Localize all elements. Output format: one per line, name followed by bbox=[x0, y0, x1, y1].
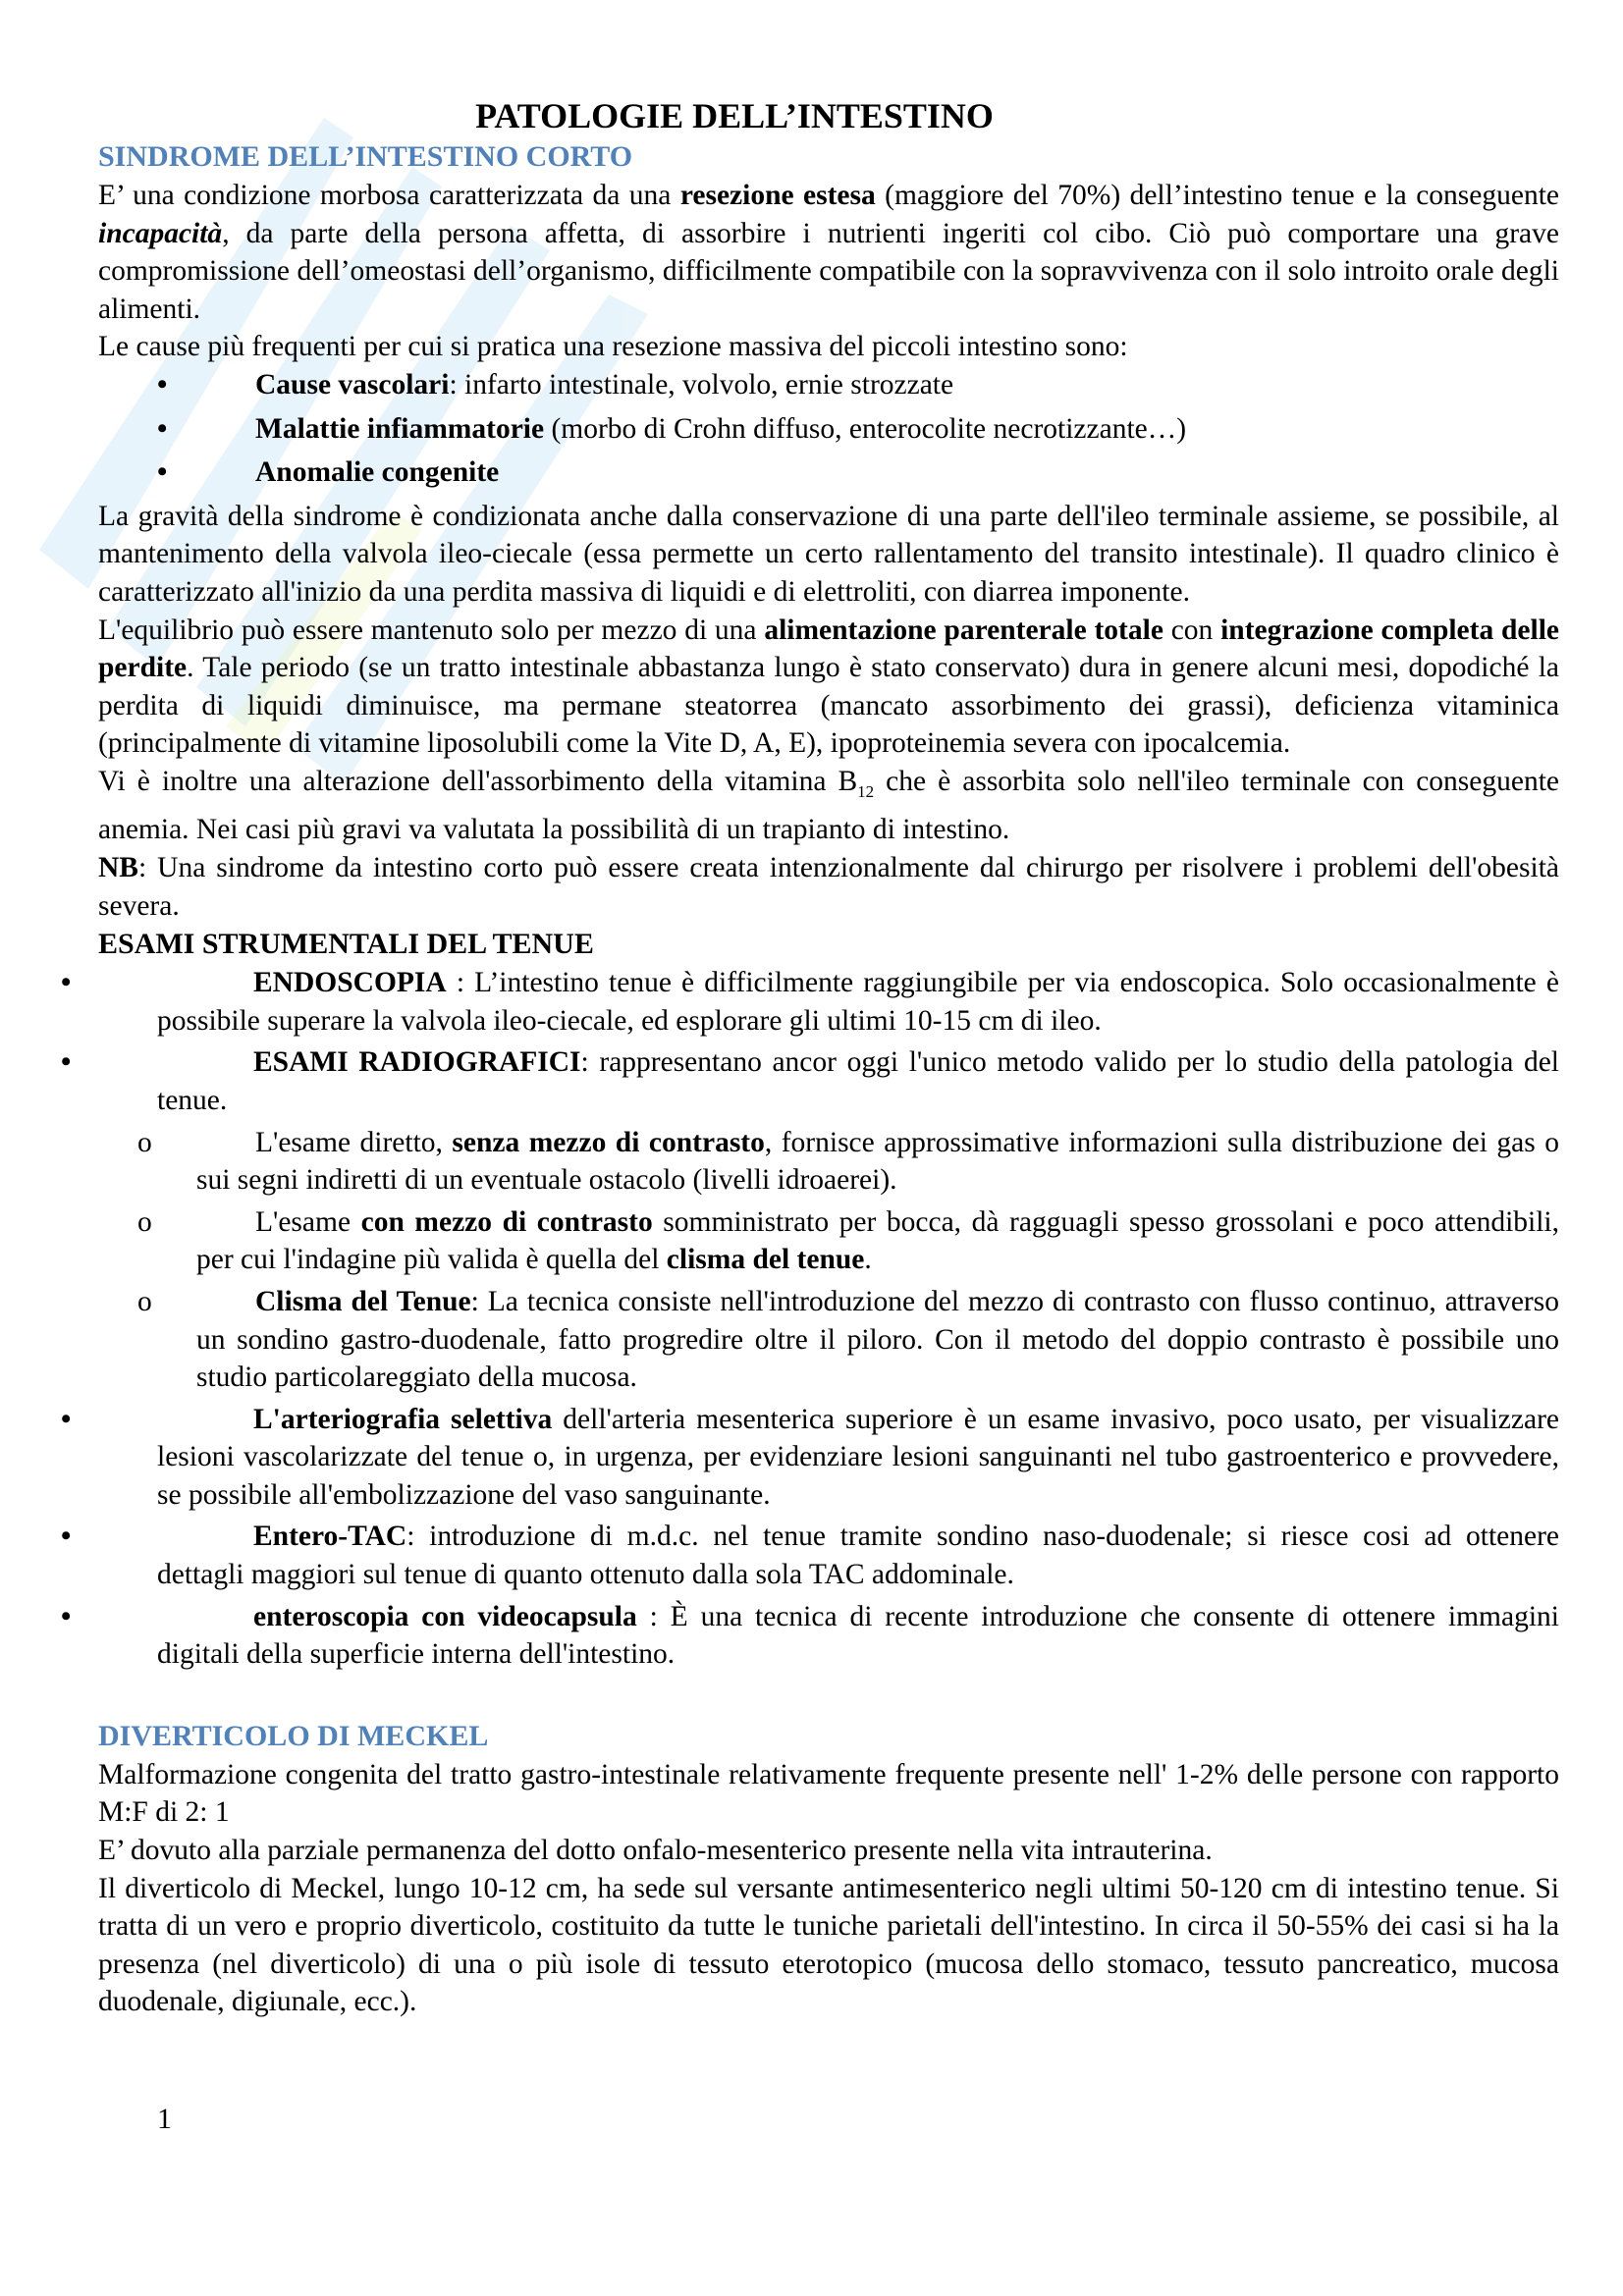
paragraph: L'equilibrio può essere mantenuto solo per mezzo di una alimentazione parenterale totale con integrazione completa delle perdite. Tale periodo (se un tratto intestinale abbastanza lungo è stato conservato) dura in genere alcuni mesi, dopodiché la perdita di liquidi diminuisce, ma permane steatorrea (mancato assorbimento dei grassi), deficienza vitaminica (principalmente di vitamine liposolubili come la Vite D, A, E), ipoproteinemia severa con ipocalcemia. bbox=[98, 614, 1559, 760]
paragraph: Il diverticolo di Meckel, lungo 10-12 cm, ha sede sul versante antimesenterico negli ultimi 50-120 cm di intestino tenue. Si tratta di un vero e proprio diverticolo, costituito da tutte le tuniche parietali dell'intestino. In circa il 50-55% dei casi si ha la presenza (nel diverticolo) di una o più isole di tessuto eterotopico (mucosa dello stomaco, tessuto pancreatico, mucosa duodenale, digiunale, ecc.). bbox=[98, 1872, 1559, 2018]
bullet-icon: • bbox=[61, 1403, 72, 1435]
page-title: PATOLOGIE DELL’INTESTINO bbox=[475, 96, 994, 135]
list-item: • Entero-TAC: introduzione di m.d.c. nel tenue tramite sondino naso-duodenale; si riesce cosi ad ottenere dettagli maggiori sul tenue di quanto ottenuto dalla sola TAC addominale. bbox=[157, 1518, 1559, 1593]
list-item: • ENDOSCOPIA : L’intestino tenue è difficilmente raggiungibile per via endoscopica. Solo occasionalmente è possibile superare la valvola ileo-ciecale, ed esplorare gli ultimi 10-15 cm di ileo. bbox=[157, 964, 1559, 1040]
paragraph: Le cause più frequenti per cui si pratica una resezione massiva del piccoli intestino sono: bbox=[98, 331, 1128, 363]
paragraph: Malformazione congenita del tratto gastro-intestinale relativamente frequente presente nell' 1-2% delle persone con rapporto M:F di 2: 1 bbox=[98, 1758, 1559, 1829]
list-item: • L'arteriografia selettiva dell'arteria mesenterica superiore è un esame invasivo, poco usato, per visualizzare lesioni vascolarizzate del tenue o, in urgenza, per evidenziare lesioni sanguinanti nel tubo gastroenterico e provvedere, se possibile all'embolizzazione del vaso sanguinante. bbox=[157, 1401, 1559, 1515]
list-item: • Malattie infiammatorie (morbo di Crohn diffuso, enterocolite necrotizzante…) bbox=[157, 410, 1559, 449]
note-paragraph: NB: Una sindrome da intestino corto può essere creata intenzionalmente dal chirurgo per risolvere i problemi dell'obesità severa. bbox=[98, 851, 1559, 922]
bullet-icon: • bbox=[157, 368, 168, 400]
paragraph: E’ dovuto alla parziale permanenza del dotto onfalo-mesenterico presente nella vita intrauterina. bbox=[98, 1835, 1213, 1867]
bullet-icon: • bbox=[61, 967, 72, 999]
list-item: • Anomalie congenite bbox=[157, 454, 1559, 492]
section-heading-exams: ESAMI STRUMENTALI DEL TENUE bbox=[98, 928, 594, 961]
circle-bullet-icon: o bbox=[137, 1285, 152, 1317]
sub-list-item: o Clisma del Tenue: La tecnica consiste nell'introduzione del mezzo di contrasto con flusso continuo, attraverso un sondino gastro-duodenale, fatto progredire oltre il piloro. Con il metodo del doppio contrasto è possibile uno studio particolareggiato della mucosa. bbox=[196, 1283, 1559, 1397]
paragraph: La gravità della sindrome è condizionata anche dalla conservazione di una parte dell'ileo terminale assieme, se possibile, al mantenimento della valvola ileo-ciecale (essa permette un certo rallentamento del transito intestinale). Il quadro clinico è caratterizzato all'inizio da una perdita massiva di liquidi e di elettroliti, con diarrea imponente. bbox=[98, 500, 1559, 608]
list-item: • enteroscopia con videocapsula : È una tecnica di recente introduzione che consente di ottenere immagini digitali della superficie interna dell'intestino. bbox=[157, 1598, 1559, 1674]
section-heading-meckel: DIVERTICOLO DI MECKEL bbox=[98, 1719, 489, 1752]
list-item: • Cause vascolari: infarto intestinale, volvolo, ernie strozzate bbox=[157, 366, 1559, 404]
bullet-icon: • bbox=[61, 1600, 72, 1632]
section-heading-short-bowel: SINDROME DELL’INTESTINO CORTO bbox=[98, 140, 633, 173]
sub-list-item: o L'esame con mezzo di contrasto somministrato per bocca, dà ragguagli spesso grossolani e poco attendibili, per cui l'indagine più valida è quella del clisma del tenue. bbox=[196, 1203, 1559, 1279]
bullet-icon: • bbox=[157, 456, 168, 489]
list-item: • ESAMI RADIOGRAFICI: rappresentano ancor oggi l'unico metodo valido per lo studio della patologia del tenue. bbox=[157, 1043, 1559, 1119]
spacer bbox=[98, 1678, 1559, 1717]
sub-list-item: o L'esame diretto, senza mezzo di contrasto, fornisce approssimative informazioni sulla distribuzione dei gas o sui segni indiretti di un eventuale ostacolo (livelli idroaerei). bbox=[196, 1124, 1559, 1200]
document-page bbox=[61, 94, 1559, 2021]
paragraph: E’ una condizione morbosa caratterizzata da una resezione estesa (maggiore del 70%) dell’intestino tenue e la conseguente incapacità, da parte della persona affetta, di assorbire i nutrienti ingeriti col cibo. Ciò può comportare una grave compromissione dell’omeostasi dell’organismo, difficilmente compatibile con la sopravvivenza con il solo introito orale degli alimenti. bbox=[98, 180, 1559, 325]
paragraph: Vi è inoltre una alterazione dell'assorbimento della vitamina $B_{12}$ che è assorbita solo nell'ileo terminale con conseguente anemia. Nei casi più gravi va valutata la possibilità di un trapianto di intestino. bbox=[98, 765, 1559, 846]
bullet-icon: • bbox=[61, 1046, 72, 1079]
circle-bullet-icon: o bbox=[137, 1205, 152, 1238]
bullet-icon: • bbox=[61, 1521, 72, 1553]
page-number: 1 bbox=[157, 2103, 172, 2135]
circle-bullet-icon: o bbox=[137, 1126, 152, 1158]
bullet-icon: • bbox=[157, 412, 168, 445]
